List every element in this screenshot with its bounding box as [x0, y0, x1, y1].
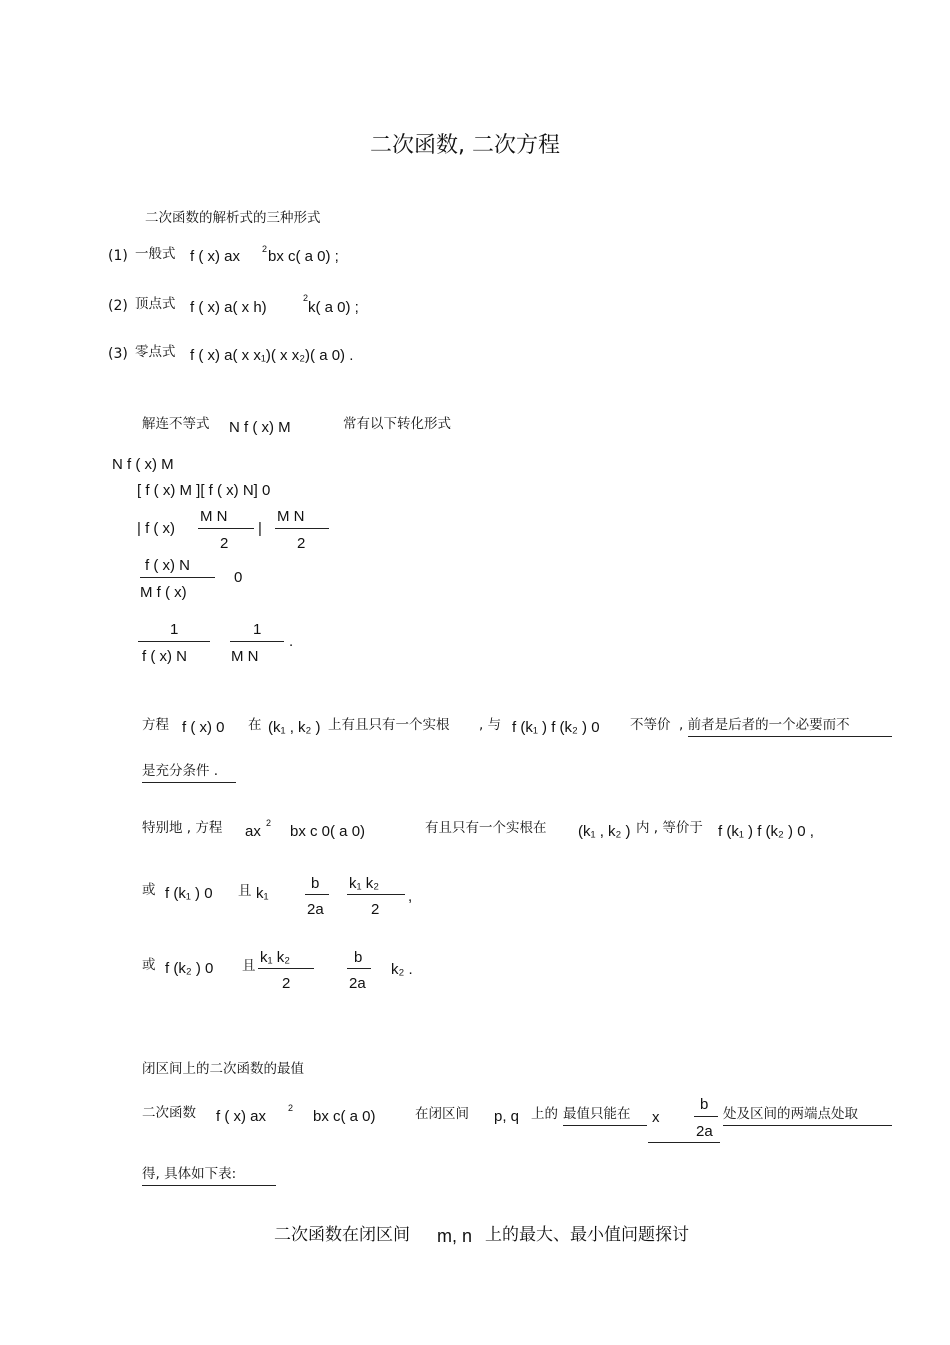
- fraction-denominator: 2: [282, 975, 291, 992]
- function-expression: bx c( a 0): [313, 1108, 376, 1125]
- fraction-bar: [198, 528, 254, 529]
- fraction-bar: [347, 894, 405, 895]
- underline: [723, 1125, 892, 1126]
- underlined-text: 最值只能在: [563, 1106, 631, 1122]
- form-name: 一般式: [135, 246, 176, 262]
- condition-variable: k₂ .: [391, 961, 413, 978]
- fraction-numerator: k₁ k₂: [349, 875, 380, 892]
- underline: [142, 782, 236, 783]
- underlined-text: 处及区间的两端点处取: [723, 1106, 858, 1122]
- condition-variable: k₁: [256, 885, 269, 902]
- fraction-denominator: M f ( x): [140, 584, 187, 601]
- fraction-denominator: f ( x) N: [142, 648, 187, 665]
- form-number: (3): [108, 346, 128, 362]
- table-subtitle-end: 上的最大、最小值问题探讨: [485, 1225, 689, 1245]
- abs-expression-left: | f ( x): [137, 520, 176, 537]
- exponent: 2: [262, 244, 268, 254]
- fraction-denominator: 2a: [307, 901, 324, 918]
- form-expression-rest: k( a 0) ;: [308, 299, 359, 316]
- fraction-numerator: M N: [200, 508, 228, 525]
- underlined-text: , 前者是后者的一个必要而不: [679, 717, 850, 733]
- paragraph-text: 有且只有一个实根在: [425, 820, 547, 836]
- abs-bar: |: [258, 520, 262, 537]
- page-title: 二次函数, 二次方程: [370, 133, 560, 158]
- fraction-numerator: 1: [253, 621, 262, 638]
- inequality-expression: N f ( x) M: [229, 419, 291, 436]
- equation-expression: ax: [245, 823, 261, 840]
- fraction-bar: [138, 641, 210, 642]
- form-name: 零点式: [135, 344, 176, 360]
- paragraph-text: 上有且只有一个实根: [328, 717, 450, 733]
- underline: [688, 736, 892, 737]
- paragraph-text: 二次函数: [142, 1105, 196, 1121]
- fraction-bar: [140, 577, 215, 578]
- condition-expression: f (k₁ ) 0: [165, 885, 213, 902]
- form-name: 顶点式: [135, 296, 176, 312]
- ratio-rhs: 0: [234, 569, 243, 586]
- inequality-line-1: N f ( x) M: [112, 456, 174, 473]
- paragraph-text: 在: [248, 717, 262, 733]
- form-expression-rest: bx c( a 0) ;: [268, 248, 339, 265]
- interval-expression: m, n: [437, 1226, 473, 1246]
- fraction-denominator: M N: [231, 648, 259, 665]
- inequality-line-2: [ f ( x) M ][ f ( x) N] 0: [137, 482, 271, 499]
- underline: [648, 1142, 720, 1143]
- fraction-bar: [275, 528, 329, 529]
- paragraph-text: 内 , 等价于: [636, 820, 703, 836]
- fraction-numerator: b: [354, 949, 363, 966]
- form-number: (2): [108, 298, 128, 314]
- paragraph-text: 或: [142, 957, 156, 973]
- fraction-numerator: b: [311, 875, 320, 892]
- underlined-text: 是充分条件 .: [142, 763, 219, 779]
- underline: [563, 1125, 647, 1126]
- fraction-denominator: 2a: [349, 975, 366, 992]
- fraction-numerator: k₁ k₂: [260, 949, 291, 966]
- fraction-denominator: 2: [220, 535, 229, 552]
- fraction-bar: [305, 894, 329, 895]
- underlined-text: 得, 具体如下表:: [142, 1166, 237, 1182]
- product-expression: f (k₁ ) f (k₂ ) 0: [512, 719, 600, 736]
- equation-expression: bx c 0( a 0): [290, 823, 366, 840]
- form-expression: f ( x) ax: [190, 248, 241, 265]
- equation-expression: f ( x) 0: [182, 719, 225, 736]
- form-expression: f ( x) a( x h): [190, 299, 267, 316]
- paragraph-text: 或: [142, 882, 156, 898]
- fraction-bar: [230, 641, 284, 642]
- paragraph-text: 在闭区间: [415, 1106, 469, 1122]
- fraction-numerator: f ( x) N: [145, 557, 190, 574]
- variable-x: x: [652, 1109, 660, 1126]
- fraction-bar: [347, 968, 371, 969]
- form-number: (1): [108, 248, 128, 264]
- paragraph-text: 方程: [142, 717, 169, 733]
- fraction-numerator: b: [700, 1096, 709, 1113]
- section-heading-extrema: 闭区间上的二次函数的最值: [142, 1061, 304, 1077]
- exponent: 2: [266, 818, 272, 828]
- paragraph-text: , 与: [479, 717, 502, 733]
- end-comma: ,: [408, 888, 413, 905]
- interval-expression: (k₁ , k₂ ): [578, 823, 631, 840]
- fraction-numerator: 1: [170, 621, 179, 638]
- inequality-intro-text-end: 常有以下转化形式: [343, 416, 451, 432]
- fraction-denominator: 2: [297, 535, 306, 552]
- table-subtitle: 二次函数在闭区间: [274, 1225, 410, 1245]
- exponent: 2: [288, 1103, 294, 1113]
- fraction-numerator: M N: [277, 508, 305, 525]
- fraction-denominator: 2: [371, 901, 380, 918]
- fraction-bar: [258, 968, 314, 969]
- paragraph-text: 不等价: [630, 717, 671, 733]
- section-heading-forms: 二次函数的解析式的三种形式: [145, 210, 321, 226]
- exponent: 2: [303, 293, 309, 303]
- condition-expression: f (k₂ ) 0: [165, 960, 214, 977]
- underline: [142, 1185, 276, 1186]
- function-expression: f ( x) ax: [216, 1108, 267, 1125]
- interval-expression: (k₁ , k₂ ): [268, 719, 321, 736]
- product-expression: f (k₁ ) f (k₂ ) 0 ,: [718, 823, 814, 840]
- fraction-bar: [694, 1116, 718, 1117]
- paragraph-text: 且: [238, 883, 252, 899]
- end-period: .: [289, 633, 294, 650]
- paragraph-text: 上的: [531, 1106, 558, 1122]
- interval-expression: p, q: [494, 1108, 520, 1125]
- fraction-denominator: 2a: [696, 1123, 713, 1140]
- paragraph-text: 且: [242, 958, 256, 974]
- inequality-intro-text: 解连不等式: [142, 416, 210, 432]
- form-expression: f ( x) a( x x₁)( x x₂)( a 0) .: [190, 347, 354, 364]
- paragraph-text: 特别地 , 方程: [142, 820, 223, 836]
